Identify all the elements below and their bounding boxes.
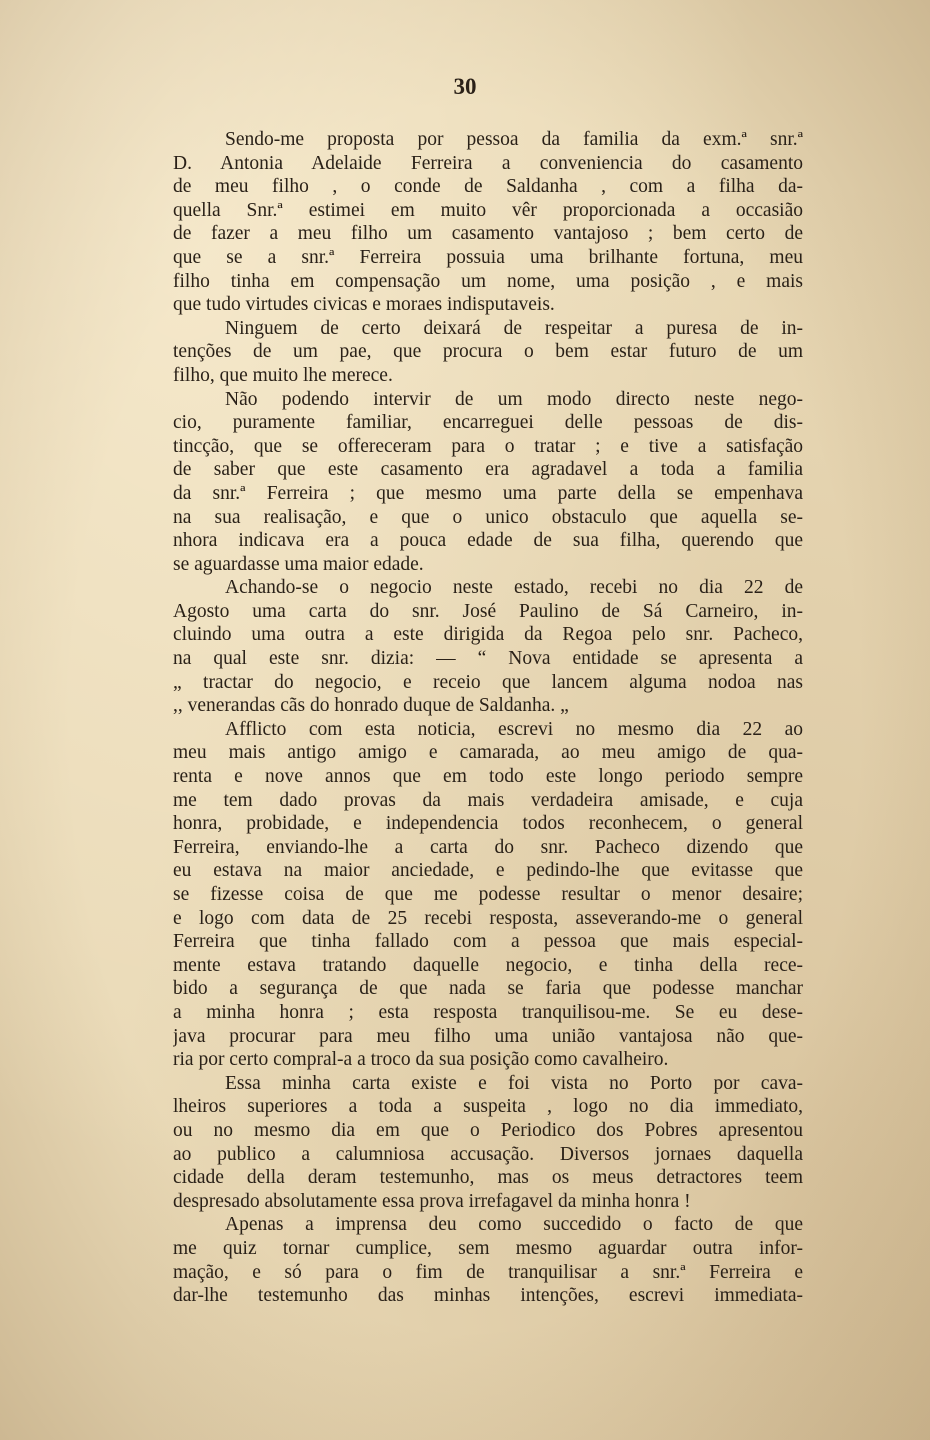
text-line: tenções de um pae, que procura o bem estar futuro de um (173, 341, 803, 363)
text-line: ria por certo compral-a a troco da sua posição como cavalheiro. (173, 1049, 669, 1071)
text-line: a minha honra ; esta resposta tranquilisou-me. Se eu dese- (173, 1001, 803, 1023)
text-line: se aguardasse uma maior edade. (173, 553, 424, 575)
text-line: da snr.ª Ferreira ; que mesmo uma parte della se empenhava (173, 482, 803, 504)
text-line: filho, que muito lhe merece. (173, 364, 393, 386)
text-line: mente estava tratando daquelle negocio, e tinha della rece- (173, 954, 803, 976)
text-line: eu estava na maior anciedade, e pedindo-lhe que evitasse que (173, 860, 803, 882)
text-line: Não podendo intervir de um modo directo neste nego- (225, 388, 803, 410)
text-line: renta e nove annos que em todo este longo periodo sempre (173, 766, 803, 788)
text-line: Agosto uma carta do snr. José Paulino de Sá Carneiro, in- (173, 600, 803, 622)
text-line: bido a segurança de que nada se faria que podesse manchar (173, 978, 803, 1000)
text-line: Sendo-me proposta por pessoa da familia da exm.ª snr.ª (225, 129, 803, 150)
text-line: ,, venerandas cãs do honrado duque de Saldanha. „ (173, 695, 569, 717)
page-number: 30 (453, 74, 477, 99)
text-line: quella Snr.ª estimei em muito vêr proporcionada a occasião (173, 199, 803, 221)
text-line: cio, puramente familiar, encarreguei delle pessoas de dis- (173, 412, 803, 434)
text-line: Ninguem de certo deixará de respeitar a puresa de in- (225, 317, 803, 339)
text-line: me quiz tornar cumplice, sem mesmo aguardar outra infor- (173, 1237, 803, 1259)
text-line: cidade della deram testemunho, mas os meus detractores teem (173, 1167, 803, 1189)
text-line: na qual este snr. dizia: — “ Nova entidade se apresenta a (173, 648, 803, 670)
text-line: me tem dado provas da mais verdadeira amisade, e cuja (173, 789, 803, 811)
text-line: Achando-se o negocio neste estado, recebi no dia 22 de (225, 577, 803, 599)
text-line: despresado absolutamente essa prova irrefagavel da minha honra ! (173, 1190, 691, 1212)
text-line: que tudo virtudes civicas e moraes indisputaveis. (173, 294, 555, 316)
text-line: Apenas a imprensa deu como succedido o facto de que (225, 1214, 803, 1236)
text-line: Ferreira que tinha fallado com a pessoa que mais especial- (173, 931, 803, 953)
text-line: honra, probidade, e independencia todos reconhecem, o general (173, 813, 803, 835)
text-line: na sua realisação, e que o unico obstaculo que aquella se- (173, 506, 803, 528)
text-line: de saber que este casamento era agradavel a toda a familia (173, 459, 803, 481)
text-line: de meu filho , o conde de Saldanha , com a filha da- (173, 176, 803, 198)
text-line: cluindo uma outra a este dirigida da Regoa pelo snr. Pacheco, (173, 624, 803, 646)
text-line: „ tractar do negocio, e receio que lancem alguma nodoa nas (173, 671, 803, 693)
text-line: ou no mesmo dia em que o Periodico dos Pobres apresentou (173, 1119, 803, 1141)
text-line: filho tinha em compensação um nome, uma posição , e mais (173, 270, 803, 292)
text-line: java procurar para meu filho uma união vantajosa não que- (173, 1025, 803, 1047)
text-line: ao publico a calumniosa accusação. Diversos jornaes daquella (173, 1143, 803, 1165)
text-line: meu mais antigo amigo e camarada, ao meu amigo de qua- (173, 742, 803, 764)
text-line: de fazer a meu filho um casamento vantajoso ; bem certo de (173, 223, 803, 245)
text-line: e logo com data de 25 recebi resposta, asseverando-me o general (173, 907, 803, 929)
text-line: tincção, que se offereceram para o tratar ; e tive a satisfação (173, 435, 803, 457)
text-line: lheiros superiores a toda a suspeita , logo no dia immediato, (173, 1096, 803, 1118)
text-line: Ferreira, enviando-lhe a carta do snr. Pacheco dizendo que (173, 836, 803, 858)
text-line: D. Antonia Adelaide Ferreira a conveniencia do casamento (173, 152, 803, 174)
text-line: Essa minha carta existe e foi vista no Porto por cava- (225, 1072, 803, 1094)
text-line: dar-lhe testemunho das minhas intenções, escrevi immediata- (173, 1285, 803, 1307)
text-line: mação, e só para o fim de tranquilisar a snr.ª Ferreira e (173, 1261, 803, 1283)
text-line: se fizesse coisa de que me podesse resultar o menor desaire; (173, 884, 803, 905)
text-line: nhora indicava era a pouca edade de sua filha, querendo que (173, 530, 803, 552)
body-text (173, 128, 803, 1308)
text-line: Afflicto com esta noticia, escrevi no mesmo dia 22 ao (225, 718, 803, 740)
text-line: que se a snr.ª Ferreira possuia uma brilhante fortuna, meu (173, 246, 803, 268)
